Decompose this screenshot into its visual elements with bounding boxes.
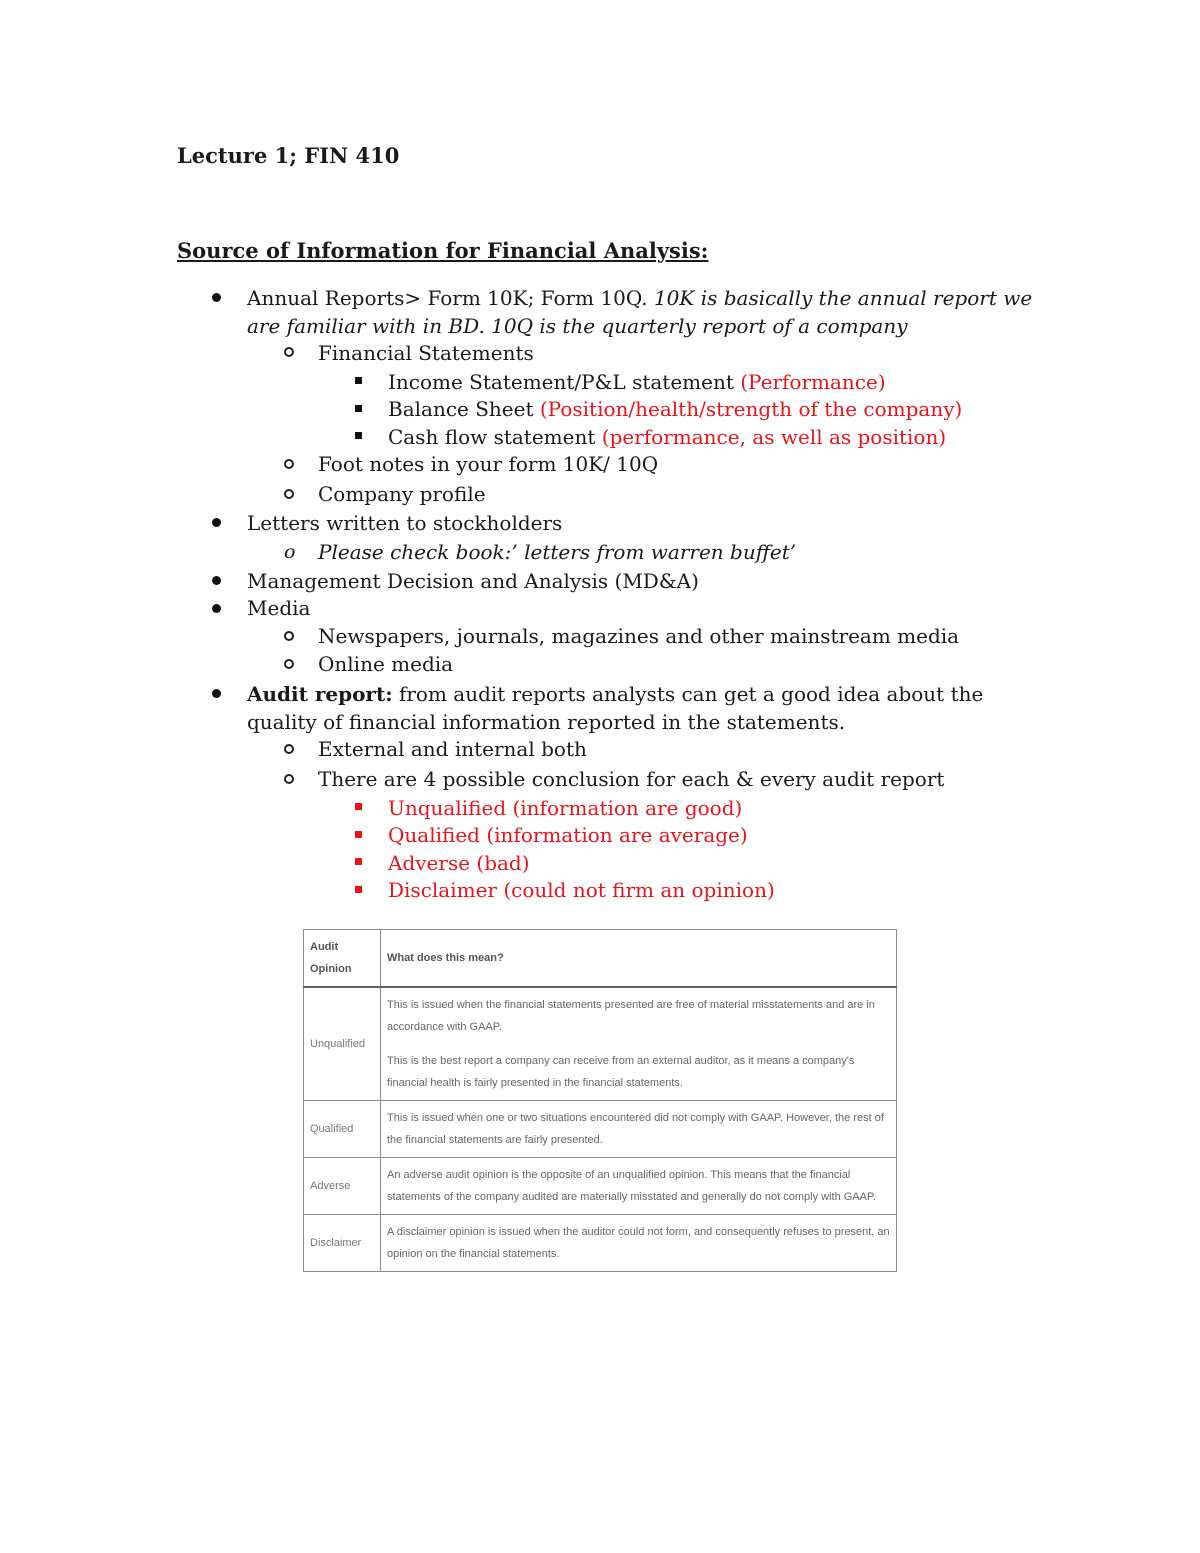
square-bullet-icon (355, 432, 362, 439)
table-row (304, 1101, 897, 1158)
square-bullet-icon (355, 377, 362, 384)
list-item-income-statement: Income Statement/P&L statement (Performance) (388, 370, 886, 394)
list-item-annual-reports-cont: are familiar with in BD. 10Q is the quarterly report of a company (247, 314, 908, 338)
bullet-icon (212, 576, 221, 585)
bullet-icon (212, 689, 221, 698)
list-item-mda: Management Decision and Analysis (MD&A) (247, 569, 699, 593)
list-item-external-internal: External and internal both (318, 737, 587, 761)
list-item-audit-report-cont: quality of financial information reported in the statements. (247, 710, 846, 734)
opinion-cell: Qualified (304, 1101, 381, 1158)
meaning-cell: This is issued when the financial statements presented are free of material misstatements and are in accordance with GAAP. This is the best report a company can receive from an external auditor, as it means a company's financial health is fairly presented in the financial statements. (381, 987, 897, 1101)
list-item-letters-book: Please check book:’ letters from warren buffet’ (318, 540, 797, 564)
table-row (304, 1215, 897, 1272)
list-item-adverse: Adverse (bad) (388, 851, 530, 875)
list-item-qualified: Qualified (information are average) (388, 823, 748, 847)
list-item-company-profile: Company profile (318, 482, 486, 506)
list-item-cash-flow: Cash flow statement (performance, as well as position) (388, 425, 947, 449)
circle-bullet-icon (284, 459, 294, 469)
list-item-unqualified: Unqualified (information are good) (388, 796, 743, 820)
meaning-cell: A disclaimer opinion is issued when the auditor could not form, and consequently refuses to present, an opinion on the financial statements. (381, 1215, 897, 1272)
list-item-online-media: Online media (318, 652, 454, 676)
list-item-balance-sheet: Balance Sheet (Position/health/strength of the company) (388, 397, 963, 421)
circle-bullet-icon (284, 659, 294, 669)
circle-bullet-icon (284, 631, 294, 641)
bullet-icon (212, 293, 221, 302)
bullet-icon (212, 604, 221, 613)
list-item-four-conclusions: There are 4 possible conclusion for each & every audit report (318, 767, 945, 791)
table-row (304, 1158, 897, 1215)
audit-opinion-table (303, 929, 897, 1272)
square-bullet-icon (355, 886, 362, 893)
list-item-foot-notes: Foot notes in your form 10K/ 10Q (318, 452, 659, 476)
circle-bullet-icon (284, 489, 294, 499)
meaning-cell: This is issued when one or two situations encountered did not comply with GAAP. However, the rest of the financial statements are fairly presented. (381, 1101, 897, 1158)
list-item-financial-statements: Financial Statements (318, 341, 534, 365)
italic-circle-bullet-icon: o (284, 541, 296, 563)
header-audit-opinion: Audit Opinion (304, 930, 381, 988)
table-row (304, 987, 897, 1101)
bullet-icon (212, 518, 221, 527)
circle-bullet-icon (284, 347, 294, 357)
circle-bullet-icon (284, 744, 294, 754)
list-item-annual-reports: Annual Reports> Form 10K; Form 10Q. 10K is basically the annual report we (247, 286, 1033, 310)
list-item-disclaimer: Disclaimer (could not firm an opinion) (388, 878, 775, 902)
meaning-cell: An adverse audit opinion is the opposite of an unqualified opinion. This means that the financial statements of the company audited are materially misstated and generally do not comply with GAAP. (381, 1158, 897, 1215)
opinion-cell: Disclaimer (304, 1215, 381, 1272)
list-item-letters: Letters written to stockholders (247, 511, 563, 535)
list-item-newspapers: Newspapers, journals, magazines and other mainstream media (318, 624, 960, 648)
square-bullet-icon (355, 405, 362, 412)
square-bullet-icon (355, 858, 362, 865)
square-bullet-icon (355, 831, 362, 838)
list-item-media: Media (247, 596, 311, 620)
header-meaning: What does this mean? (381, 930, 897, 988)
circle-bullet-icon (284, 774, 294, 784)
opinion-cell: Unqualified (304, 987, 381, 1101)
list-item-audit-report: Audit report: from audit reports analysts can get a good idea about the (247, 682, 984, 706)
page-title: Lecture 1; FIN 410 (177, 143, 400, 168)
section-heading: Source of Information for Financial Analysis: (177, 238, 709, 263)
table-header-row (304, 930, 897, 988)
square-bullet-icon (355, 803, 362, 810)
opinion-cell: Adverse (304, 1158, 381, 1215)
